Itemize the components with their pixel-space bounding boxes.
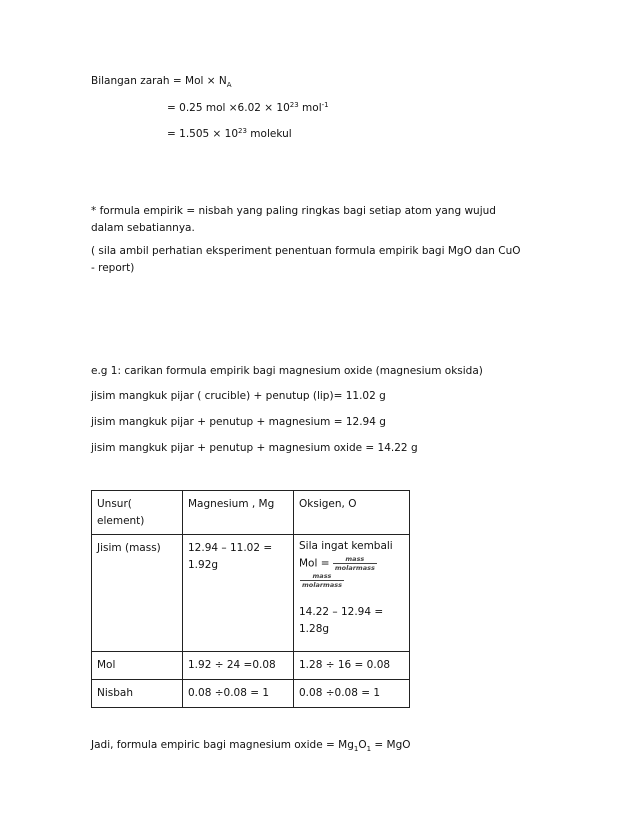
header-element: Unsur( element) (92, 491, 183, 535)
mol-mg-cell: 1.92 ÷ 24 =0.08 (183, 652, 294, 680)
fraction-molarmass-text: molarmass (302, 581, 342, 589)
ratio-label: Nisbah (92, 680, 183, 708)
unit-exponent: -1 (321, 101, 329, 109)
fraction-denominator (300, 581, 344, 589)
mol-o-cell: 1.28 ÷ 16 = 0.08 (294, 652, 410, 680)
fraction-numerator (333, 555, 377, 564)
table-row-mol (92, 652, 410, 680)
table-header-row (92, 491, 410, 535)
exponent: 23 (238, 127, 247, 135)
mol-formula-label: Mol = (299, 557, 333, 570)
avogadro-subscript: A (226, 81, 232, 89)
o-subscript: 1 (366, 745, 372, 753)
definition-text: * formula empirik = nisbah yang paling ringkas bagi setiap atom yang wujud dalam sebatiannya. (91, 205, 496, 234)
header-magnesium: Magnesium , Mg (183, 491, 294, 535)
calc-line-1-text: Bilangan zarah = Mol × N (91, 75, 227, 87)
exponent: 23 (289, 101, 299, 109)
fraction-mass-text: mass (345, 555, 365, 563)
unit-text: mol (298, 102, 322, 114)
fraction-molarmass-text: molarmass (334, 564, 375, 572)
fraction-mass-text: mass (312, 572, 332, 580)
fraction-denominator (333, 564, 377, 572)
definition-note: ( sila ambil perhatian eksperiment penentuan formula empirik bagi MgO dan CuO - report) (91, 245, 521, 274)
example-line-1: jisim mangkuk pijar ( crucible) + penutup (lip)= 11.02 g (91, 390, 386, 402)
conclusion-result: = MgO (371, 739, 411, 751)
table-row-ratio (92, 680, 410, 708)
mass-label: Jisim (mass) (92, 535, 183, 652)
mol-fraction-expanded (300, 572, 404, 590)
example-line-2: jisim mangkuk pijar + penutup + magnesium = 12.94 g (91, 416, 386, 428)
fraction-numerator (300, 572, 344, 581)
mol-fraction (333, 555, 377, 572)
calc-line-3-text: = 1.505 × 10 (167, 128, 239, 140)
calc-line-2-text: = 0.25 mol ×6.02 × 10 (167, 102, 290, 114)
calc-line-1 (91, 74, 232, 88)
mass-o-calc: 14.22 – 12.94 = 1.28g (299, 605, 384, 635)
mol-formula (299, 555, 404, 572)
conclusion-text: Jadi, formula empiric bagi magnesium oxide = Mg (91, 739, 354, 751)
conclusion-line (91, 738, 411, 752)
mass-o-cell (294, 535, 410, 652)
ratio-o-cell: 0.08 ÷0.08 = 1 (294, 680, 410, 708)
example-title: e.g 1: carikan formula empirik bagi magnesium oxide (magnesium oksida) (91, 365, 483, 377)
calc-line-2 (167, 101, 329, 115)
recall-note: Sila ingat kembali (299, 540, 393, 552)
example-line-3: jisim mangkuk pijar + penutup + magnesium oxide = 14.22 g (91, 442, 418, 454)
mass-mg-cell: 12.94 – 11.02 = 1.92g (183, 535, 294, 652)
empirical-formula-table (91, 490, 410, 708)
header-oxygen: Oksigen, O (294, 491, 410, 535)
mass-over-molarmass (300, 572, 344, 589)
table-row-mass (92, 535, 410, 652)
oxygen-symbol: O (358, 739, 367, 751)
unit-text: molekul (246, 128, 292, 140)
mg-subscript: 1 (353, 745, 359, 753)
mol-label: Mol (92, 652, 183, 680)
calc-line-3 (167, 127, 292, 141)
ratio-mg-cell: 0.08 ÷0.08 = 1 (183, 680, 294, 708)
